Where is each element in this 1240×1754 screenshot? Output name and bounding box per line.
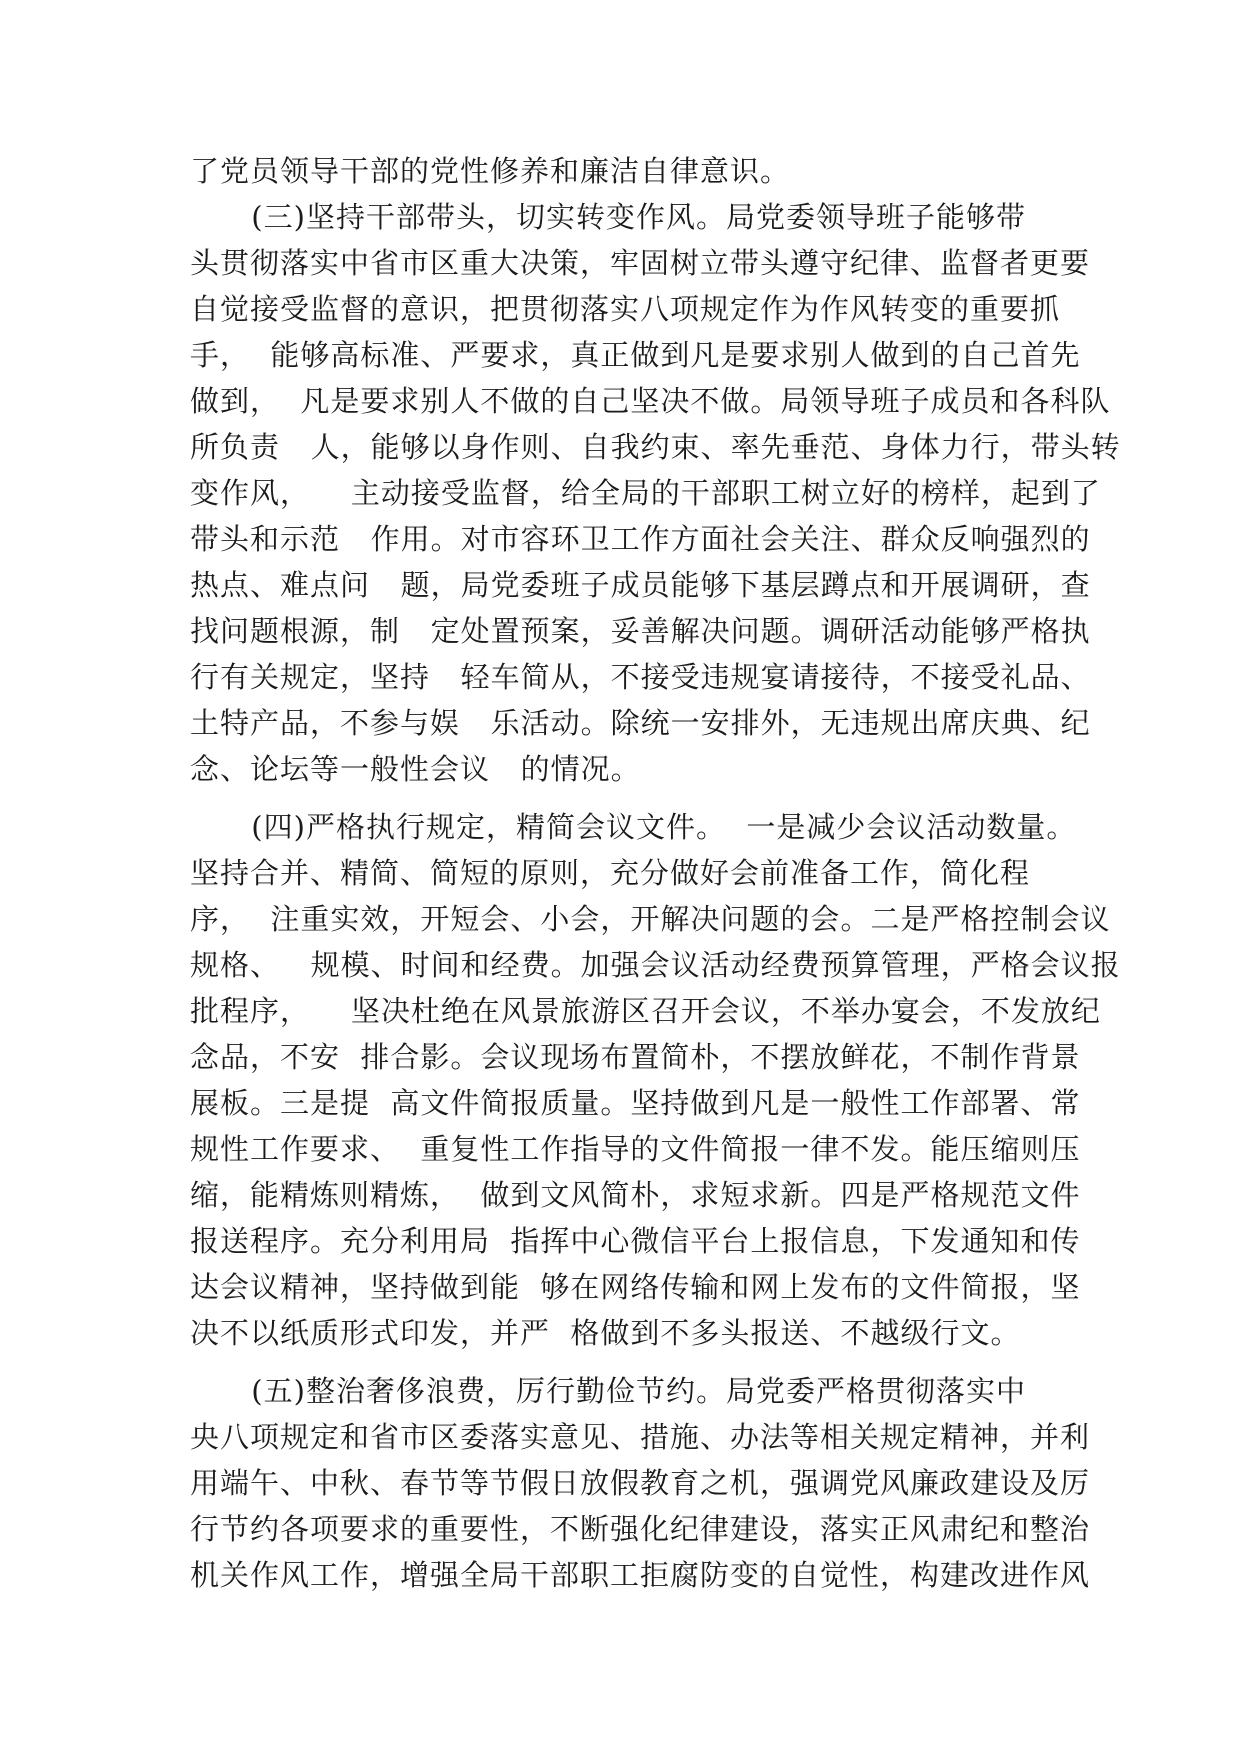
text-line: 行有关规定，坚持 轻车简从，不接受违规宴请接待，不接受礼品、	[190, 660, 1091, 694]
text-line: 缩，能精炼则精炼， 做到文风简朴，求短求新。四是严格规范文件	[190, 1178, 1081, 1212]
text-line: 了党员领导干部的党性修养和廉洁自律意识。	[190, 154, 791, 188]
text-line: 带头和示范 作用。对市容环卫工作方面社会关注、群众反响强烈的	[190, 522, 1091, 556]
text-line: 展板。三是提 高文件简报质量。坚持做到凡是一般性工作部署、常	[190, 1086, 1081, 1120]
text-line: 热点、难点问 题，局党委班子成员能够下基层蹲点和开展调研，查	[190, 568, 1091, 602]
text-line: 用端午、中秋、春节等节假日放假教育之机，强调党风廉政建设及厉	[190, 1466, 1091, 1500]
text-line: 找问题根源，制 定处置预案，妥善解决问题。调研活动能够严格执	[190, 614, 1091, 648]
text-line: 变作风， 主动接受监督，给全局的干部职工树立好的榜样，起到了	[190, 476, 1101, 510]
text-line: 行节约各项要求的重要性，不断强化纪律建设，落实正风肃纪和整治	[190, 1512, 1091, 1546]
text-line: 念、论坛等一般性会议 的情况。	[190, 752, 641, 786]
text-line: 规性工作要求、 重复性工作指导的文件简报一律不发。能压缩则压	[190, 1132, 1081, 1166]
text-line: 念品，不安 排合影。会议现场布置简朴，不摆放鲜花，不制作背景	[190, 1040, 1081, 1074]
text-line: 手， 能够高标准、严要求，真正做到凡是要求别人做到的自己首先	[190, 338, 1081, 372]
text-line: 决不以纸质形式印发，并严 格做到不多头报送、不越级行文。	[190, 1316, 1021, 1350]
text-line: (三)坚持干部带头，切实转变作风。局党委领导班子能够带	[190, 200, 1026, 234]
text-line: 所负责 人，能够以身作则、自我约束、率先垂范、身体力行，带头转	[190, 430, 1121, 464]
text-line: 达会议精神，坚持做到能 够在网络传输和网上发布的文件简报，坚	[190, 1270, 1081, 1304]
text-line: 序， 注重实效，开短会、小会，开解决问题的会。二是严格控制会议	[190, 902, 1111, 936]
text-line: 批程序， 坚决杜绝在风景旅游区召开会议，不举办宴会，不发放纪	[190, 994, 1101, 1028]
text-line: 土特产品，不参与娱 乐活动。除统一安排外，无违规出席庆典、纪	[190, 706, 1091, 740]
text-line: 央八项规定和省市区委落实意见、措施、办法等相关规定精神，并利	[190, 1420, 1091, 1454]
body-text	[190, 148, 1121, 1598]
text-line: 坚持合并、精简、简短的原则，充分做好会前准备工作，简化程	[190, 856, 1031, 890]
text-line: 自觉接受监督的意识，把贯彻落实八项规定作为作风转变的重要抓	[190, 292, 1061, 326]
text-line: 头贯彻落实中省市区重大决策，牢固树立带头遵守纪律、监督者更要	[190, 246, 1091, 280]
text-line: (四)严格执行规定，精简会议文件。 一是减少会议活动数量。	[190, 810, 1077, 844]
text-line: (五)整治奢侈浪费，厉行勤俭节约。局党委严格贯彻落实中	[190, 1374, 1026, 1408]
text-line: 规格、 规模、时间和经费。加强会议活动经费预算管理，严格会议报	[190, 948, 1121, 982]
text-line: 做到， 凡是要求别人不做的自己坚决不做。局领导班子成员和各科队	[190, 384, 1111, 418]
text-line: 机关作风工作，增强全局干部职工拒腐防变的自觉性，构建改进作风	[190, 1558, 1091, 1592]
text-line: 报送程序。充分利用局 指挥中心微信平台上报信息，下发通知和传	[190, 1224, 1081, 1258]
